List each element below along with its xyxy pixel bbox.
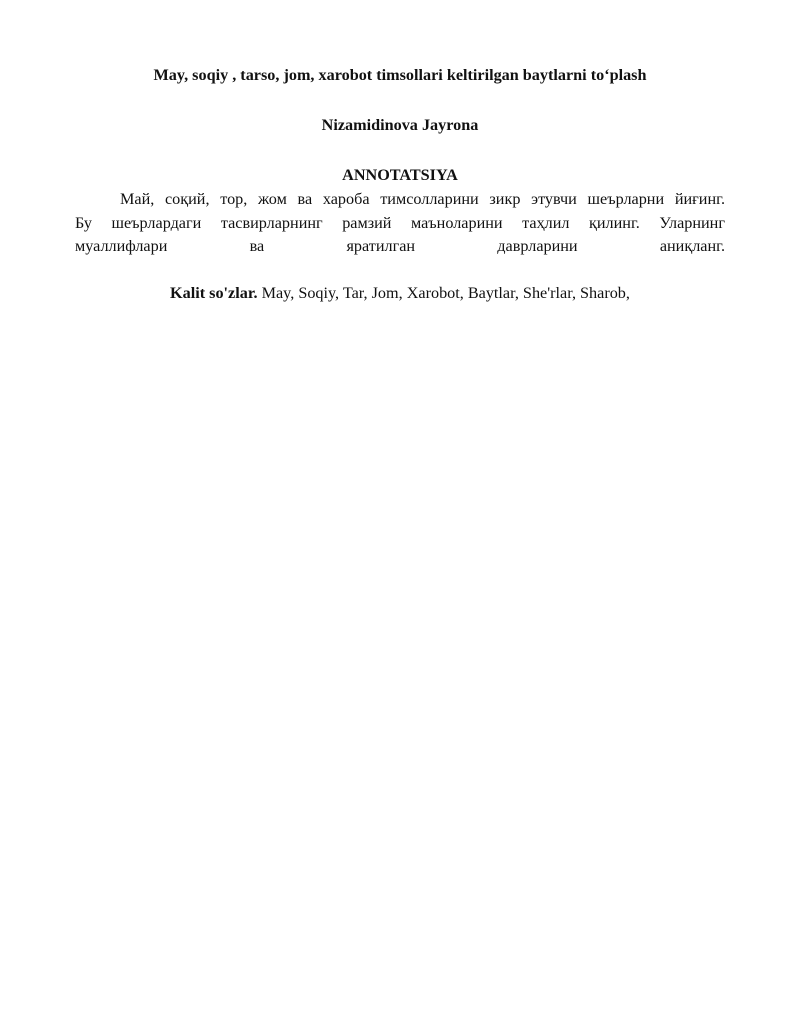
keywords-label: Kalit so'zlar.	[170, 284, 258, 302]
author-name: Nizamidinova Jayrona	[321, 116, 479, 134]
document-page	[75, 0, 725, 1035]
annotation-line: Май, соқий, тор, жом ва хароба тимсолларини зикр этувчи шеърларни йиғинг.	[120, 190, 725, 208]
annotation-paragraph	[75, 188, 725, 259]
keywords-text: May, Soqiy, Tar, Jom, Xarobot, Baytlar, She'rlar, Sharob,	[257, 284, 630, 302]
keywords-line	[75, 284, 725, 303]
annotation-heading: ANNOTATSIYA	[342, 166, 458, 184]
document-title: May, soqiy , tarso, jom, xarobot timsollari keltirilgan baytlarni to‘plash	[153, 66, 647, 84]
annotation-line: Бу шеърлардаги тасвирларнинг рамзий маъноларини таҳлил қилинг. Уларнинг	[75, 213, 725, 232]
annotation-line: муаллифлари ва яратилган даврларини аниқланг.	[75, 237, 725, 255]
